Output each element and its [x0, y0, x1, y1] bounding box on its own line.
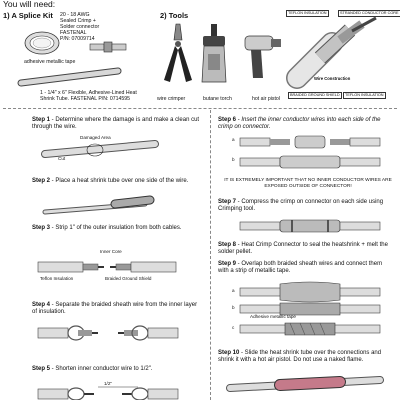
label-braided-shield: BRAIDED GROUND SHIELD — [290, 93, 340, 97]
heat-shrink-tube-image — [18, 69, 128, 87]
step-4: Step 4 - Separate the braided sheath wire from the inner layer of insulation. — [32, 302, 198, 315]
step-5: Step 5 - Shorten inner conductor wire to 1/2". — [32, 366, 153, 372]
label-6a: a — [232, 137, 235, 142]
tools-title: 2) Tools — [160, 11, 189, 20]
wire-crimper-icon — [158, 22, 198, 84]
label-stranded-core: STRANDED CONDUCTOR CORE — [340, 11, 399, 15]
label-braided-ground-shield: Braided Ground Shield — [105, 276, 152, 281]
step-2: Step 2 - Place a heat shrink tube over one side of the wire. — [32, 178, 189, 184]
label-teflon-insulation: TEFLON INSULATION — [288, 11, 327, 15]
column-divider — [210, 110, 211, 400]
step-7-illustration — [240, 218, 390, 234]
step-9: Step 9 - Overlap both braided sheath wires and connect them with a strip of metallic tape. — [218, 261, 383, 274]
tool-crimper-label: wire crimper — [157, 96, 186, 102]
tool-gun-label: hot air pistol — [252, 96, 280, 102]
label-teflon-insulation-2: TEFLON INSULATION — [345, 93, 384, 97]
step-6a-illustration — [240, 134, 390, 150]
step-6: Step 6 - Insert the inner conductor wires into each side of the crimp on connector. — [218, 117, 381, 130]
label-9b: b — [232, 305, 235, 310]
label-half-inch: 1/2" — [104, 381, 113, 386]
need-heading: You will need: — [3, 0, 56, 9]
step-10: Step 10 - Slide the heat shrink tube over the connections and shrink it with a hot air pistol. Do not use a naked flame. — [218, 350, 382, 363]
step-1-illustration — [45, 136, 185, 166]
header-divider — [3, 108, 397, 109]
label-adhesive-metallic-tape: Adhesive metallic tape — [250, 314, 296, 319]
step-7: Step 7 - Compress the crimp on connector on each side using Crimping tool. — [218, 199, 384, 212]
label-inner-core: Inner Core — [100, 249, 122, 254]
label-9c: c — [232, 325, 235, 330]
step-9a-illustration — [240, 282, 390, 302]
tool-torch-label: butane torch — [203, 96, 232, 102]
label-cut: Cut — [58, 156, 66, 161]
step-8: Step 8 - Heat Crimp Connector to seal the heatshrink + melt the solder pellet. — [218, 242, 388, 255]
hot-air-pistol-icon — [245, 28, 285, 84]
step-6b-illustration — [240, 154, 390, 170]
label-teflon-insulation-step3: Teflon Insulation — [40, 276, 74, 281]
kit-tape-label: adhesive metallic tape — [24, 59, 76, 65]
step-2-illustration — [45, 190, 185, 220]
step-5-illustration — [38, 386, 188, 400]
warning-text: IT IS EXTREMELY IMPORTANT THAT NO INNER CONDUCTOR WIRES ARE EXPOSED OUTSIDE OF CONNECTOR! — [224, 178, 392, 189]
crimp-connector-image — [90, 42, 130, 52]
adhesive-tape-image — [22, 28, 62, 58]
label-6b: b — [232, 157, 235, 162]
label-damaged-area: Damaged Area — [80, 135, 111, 140]
step-3: Step 3 - Strip 1" of the outer insulation from both cables. — [32, 225, 182, 231]
step-3-illustration — [38, 258, 178, 278]
step-1: Step 1 - Determine where the damage is and make a clean cut through the wire. — [32, 117, 200, 130]
step-4-illustration — [38, 322, 188, 344]
label-wire-construction: Wire Construction — [314, 76, 351, 81]
label-9a: a — [232, 288, 235, 293]
step-10-illustration — [230, 370, 390, 396]
butane-torch-icon — [200, 24, 232, 88]
kit-tube-text: 1 - 1/4" x 6" Flexible, Adhesive-Lined Heat Shrink Tube. FASTENAL P/N: 0714595 — [40, 90, 137, 102]
kit-crimp-text: 20 - 18 AWG Sealed Crimp + Solder connector FASTENAL P/N: 07009714 — [60, 12, 100, 42]
kit-title: 1) A Splice Kit — [3, 11, 53, 20]
step-9c-illustration — [240, 320, 390, 338]
